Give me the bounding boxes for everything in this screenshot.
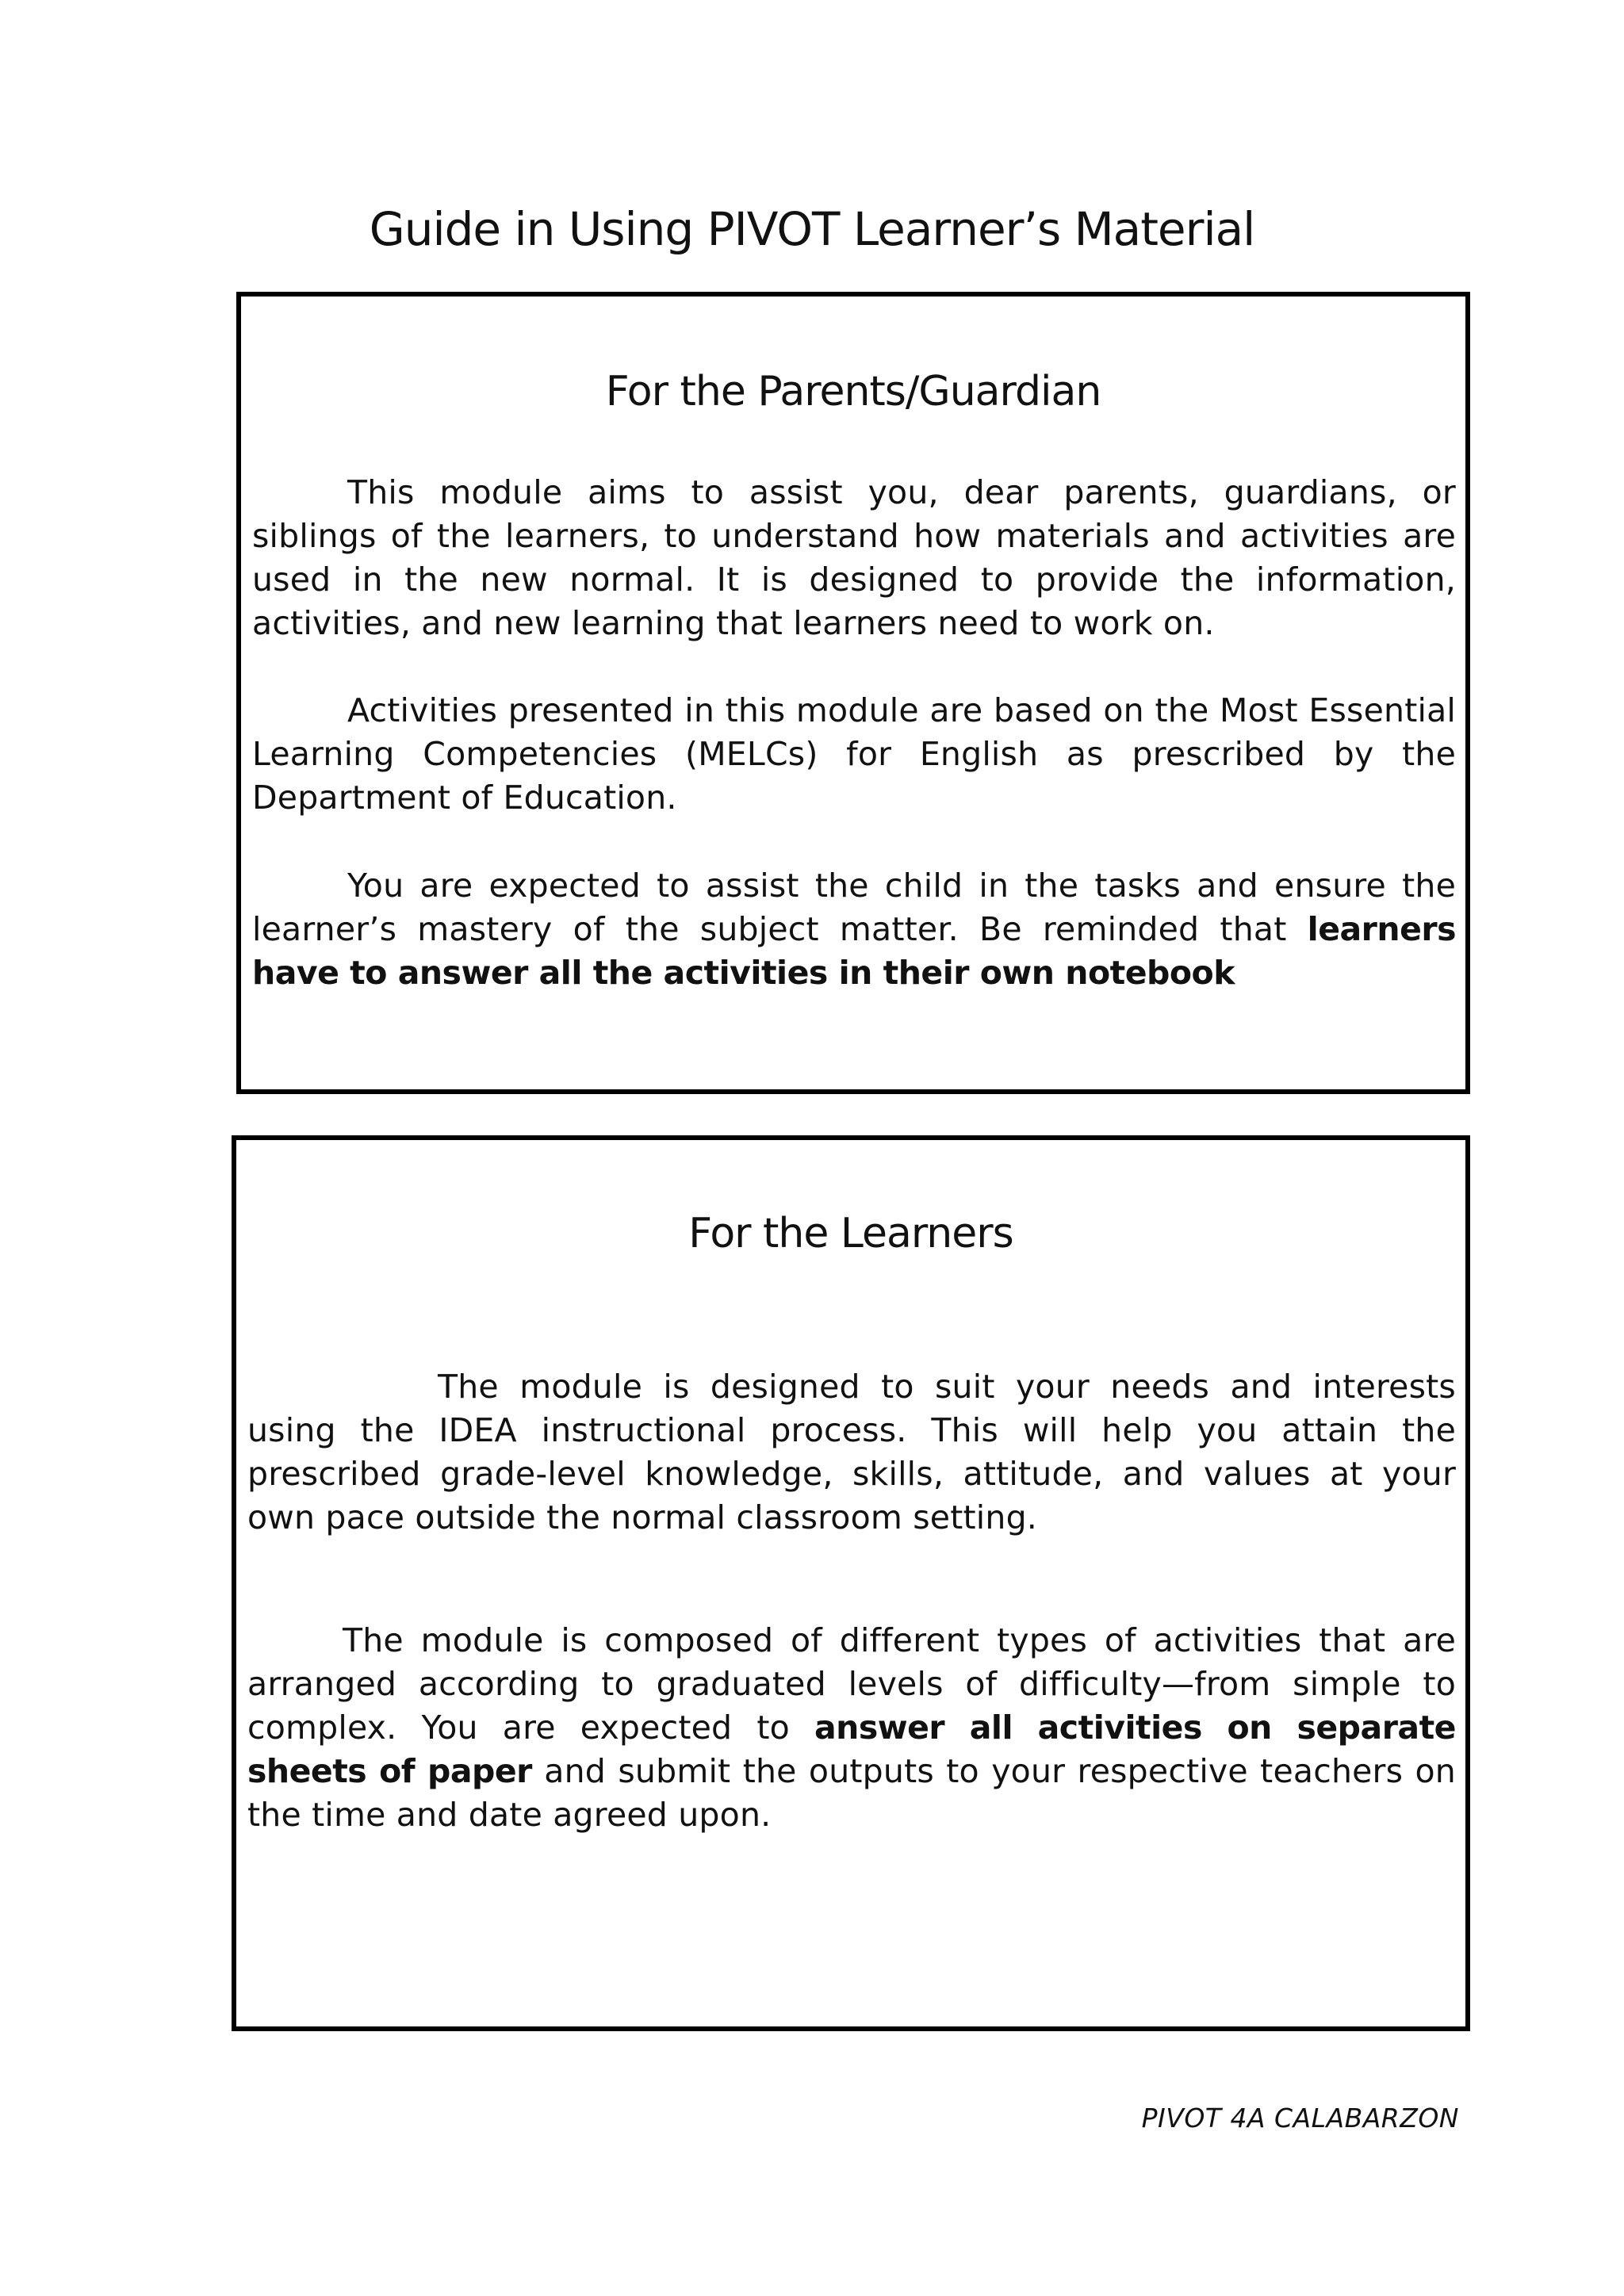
learners-paragraph-2 <box>247 1619 1456 1837</box>
learners-section <box>232 1135 1470 2031</box>
learners-paragraph-1-text: The module is designed to suit your needs and interests using the IDEA instructional process. This will help you attain the prescribed grade-level knowledge, skills, attitude, and values at your own pace outside the normal classroom setting. <box>247 1368 1456 1536</box>
learners-paragraph-2-emphasis: answer all activities on separate sheets of paper <box>247 1709 1456 1790</box>
parents-paragraph-3-emphasis: learners have to answer all the activities in their own notebook <box>252 910 1457 992</box>
parents-paragraph-1 <box>252 471 1456 645</box>
parents-paragraph-2 <box>252 689 1456 820</box>
parents-section-heading: For the Parents/Guardian <box>605 368 1101 415</box>
learners-paragraph-2-text-a: The module is composed of different types of activities that are arranged according to graduated levels of difficulty—from simple to complex. You are expected to <box>247 1621 1456 1747</box>
parents-guardian-section <box>236 292 1470 1094</box>
learners-paragraph-2-text-b: and submit the outputs to your respective teachers on the time and date agreed upon. <box>247 1752 1456 1834</box>
learners-section-heading: For the Learners <box>688 1210 1013 1257</box>
parents-paragraph-3-text: You are expected to assist the child in the tasks and ensure the learner’s mastery of the subject matter. Be reminded that <box>252 867 1456 948</box>
parents-paragraph-1-text: This module aims to assist you, dear parents, guardians, or siblings of the learners, to understand how materials and activities are used in the new normal. It is designed to provide the information, activities, and new learning that learners need to work on. <box>252 473 1456 642</box>
page-title: Guide in Using PIVOT Learner’s Material <box>369 202 1255 256</box>
parents-paragraph-3 <box>252 864 1456 995</box>
page-footer: PIVOT 4A CALABARZON <box>1141 2103 1459 2133</box>
parents-paragraph-2-text: Activities presented in this module are based on the Most Essential Learning Competencies (MELCs) for English as prescribed by the Department of Education. <box>252 691 1456 817</box>
learners-paragraph-1 <box>247 1365 1456 1540</box>
